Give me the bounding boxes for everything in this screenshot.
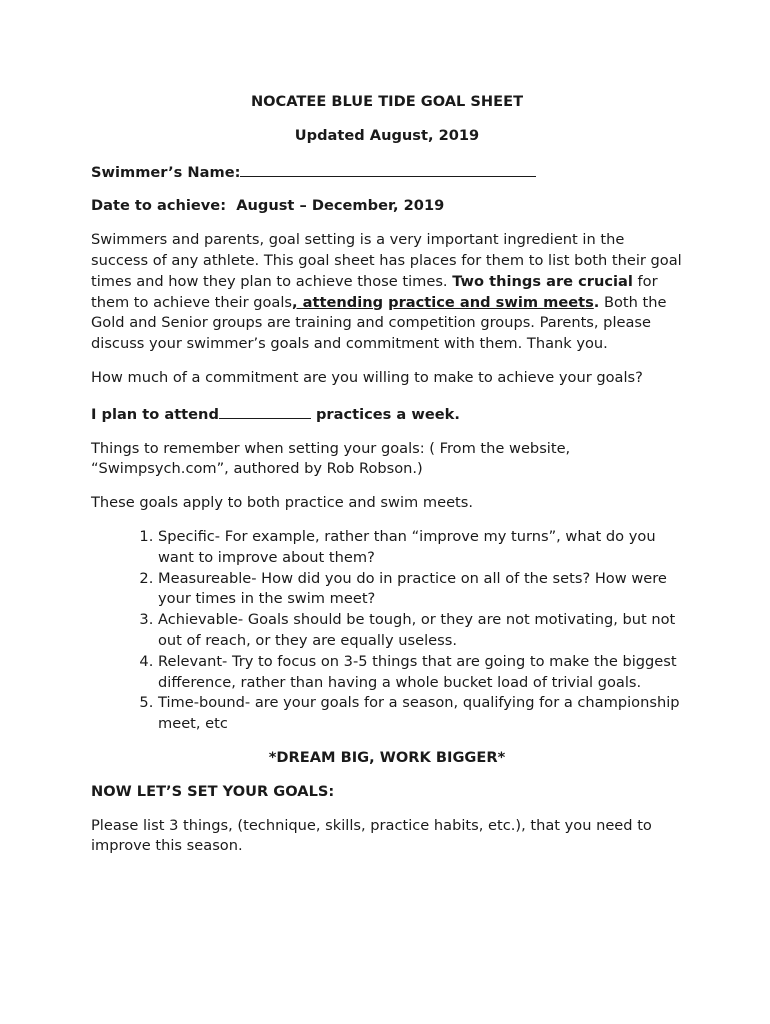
- list-item: 3. Achievable- Goals should be tough, or they are not motivating, but not out of reach, or they are equally useless.: [158, 610, 683, 652]
- remember-text: Things to remember when setting your goals: ( From the website, “Swimpsych.com”, authored by Rob Robson.): [91, 439, 571, 478]
- practices-count-blank[interactable]: [219, 402, 311, 419]
- date-label: Date to achieve:: [91, 197, 227, 215]
- document-subtitle: Updated August, 2019: [294, 126, 480, 144]
- practice-plan-line: [91, 402, 683, 426]
- goal-sheet-page: [91, 92, 683, 857]
- intro-part2: for them to achieve their goals: [91, 272, 658, 311]
- list-prompt: Please list 3 things, (technique, skills, practice habits, etc.), that you need to improve this season.: [91, 816, 652, 855]
- date-line: [91, 196, 683, 217]
- list-item: 2. Measureable- How did you do in practice on all of the sets? How were your times in the swim meet?: [158, 569, 683, 611]
- swimmer-name-line: [91, 160, 683, 184]
- goals-criteria-list: [91, 527, 683, 735]
- intro-period: .: [593, 293, 600, 311]
- practice-plan-after: practices a week.: [310, 405, 460, 423]
- intro-part1: Swimmers and parents, goal setting is a very important ingredient in the success of any athlete. This goal sheet has places for them to list both their goal times and how they plan to achieve those times.: [91, 231, 682, 290]
- set-goals-heading: NOW LET’S SET YOUR GOALS:: [91, 782, 335, 800]
- practice-plan-before: I plan to attend: [91, 405, 219, 423]
- swimmer-name-blank[interactable]: [240, 160, 536, 177]
- intro-bold1: Two things are crucial: [452, 272, 633, 290]
- apply-text: These goals apply to both practice and swim meets.: [91, 494, 474, 512]
- intro-paragraph: [91, 230, 683, 355]
- date-value: August – December, 2019: [236, 197, 445, 215]
- list-item: 1. Specific- For example, rather than “improve my turns”, what do you want to improve about them?: [158, 527, 683, 569]
- list-item: 5. Time-bound- are your goals for a season, qualifying for a championship meet, etc: [158, 693, 683, 735]
- swimmer-name-label: Swimmer’s Name:: [91, 163, 241, 181]
- document-title: NOCATEE BLUE TIDE GOAL SHEET: [250, 93, 524, 110]
- intro-practice-meets: practice and swim meets: [388, 293, 594, 311]
- list-item: 4. Relevant- Try to focus on 3-5 things that are going to make the biggest difference, rather than having a whole bucket load of trivial goals.: [158, 652, 683, 694]
- commitment-question: How much of a commitment are you willing to make to achieve your goals?: [91, 368, 643, 386]
- intro-part3: Both the Gold and Senior groups are training and competition groups. Parents, please discuss your swimmer’s goals and commitment with them. Thank you.: [91, 293, 667, 353]
- intro-attending: , attending: [292, 293, 384, 311]
- motto: *DREAM BIG, WORK BIGGER*: [268, 748, 506, 766]
